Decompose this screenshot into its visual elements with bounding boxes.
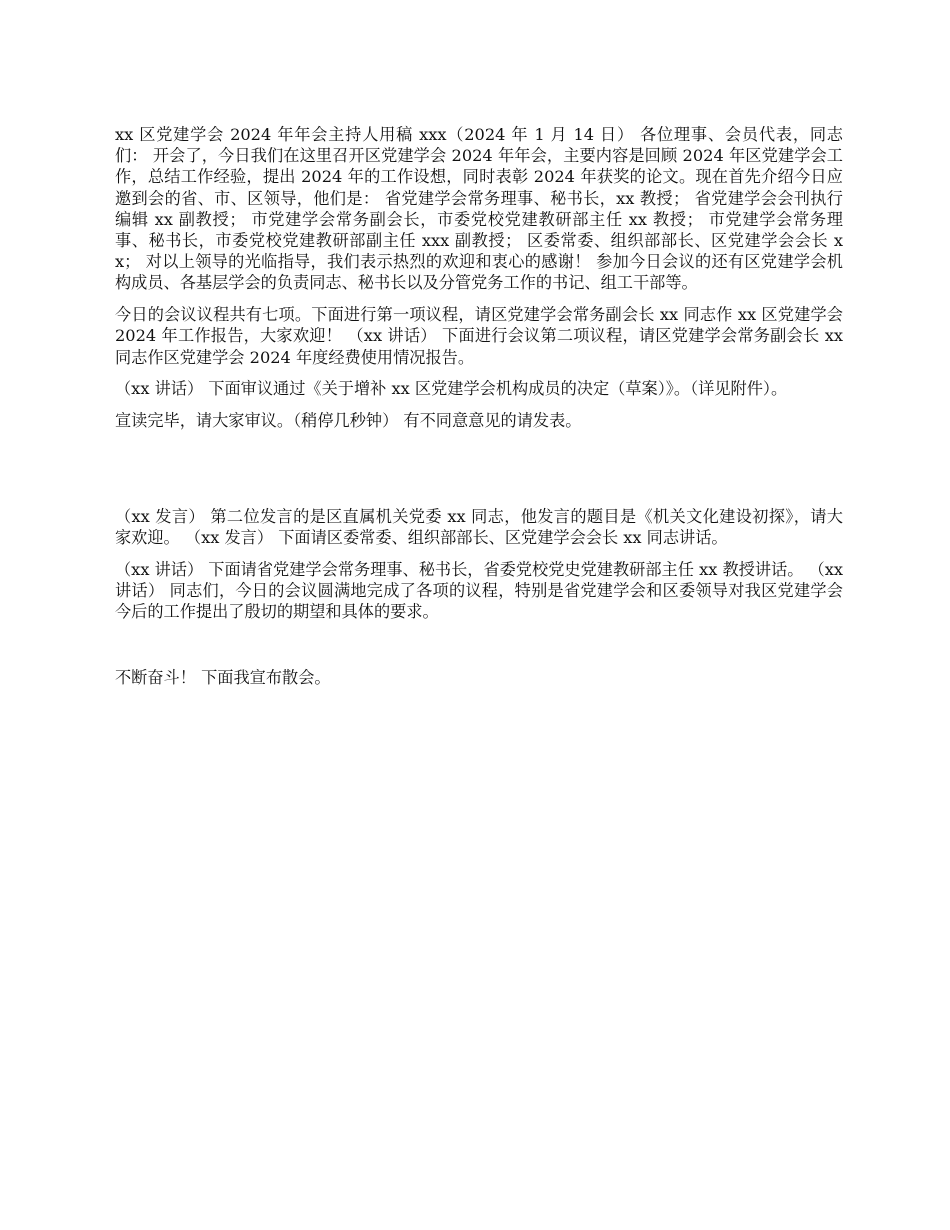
paragraph-opening: xx 区党建学会 2024 年年会主持人用稿 xxx（2024 年 1 月 14 日） 各位理事、会员代表，同志们： 开会了，今日我们在这里召开区党建学会 2024 年年会，主要内容是回顾 2024 年区党建学会工作，总结工作经验，提出 2024 年的工作设想，同时表彰 2024 年获奖的论文。现在首先介绍今日应邀到会的省、市、区领导，他们是： 省党建学会常务理事、秘书长，xx 教授； 省党建学会会刊执行编辑 xx 副教授； 市党建学会常务副会长，市委党校党建教研部主任 xx 教授； 市党建学会常务理事、秘书长，市委党校党建教研部副主任 xxx 副教授； 区委常委、组织部部长、区党建学会会长 xx； 对以上领导的光临指导，我们表示热烈的欢迎和衷心的感谢！ 参加今日会议的还有区党建学会机构成员、各基层学会的负责同志、秘书长以及分管党务工作的书记、组工干部等。 — [115, 125, 843, 293]
document-body — [115, 124, 843, 698]
blank-gap — [115, 442, 843, 506]
paragraph-closing-speech: （xx 讲话） 下面请省党建学会常务理事、秘书长，省委党校党史党建教研部主任 xx 教授讲话。 （xx 讲话） 同志们，今日的会议圆满地完成了各项的议程，特别是省党建学会和区委领导对我区党建学会今后的工作提出了殷切的期望和具体的要求。 — [115, 559, 843, 621]
blank-gap — [115, 633, 843, 667]
paragraph-adjourn: 不断奋斗！ 下面我宣布散会。 — [115, 667, 331, 687]
paragraph-speeches: （xx 发言） 第二位发言的是区直属机关党委 xx 同志，他发言的题目是《机关文化建设初探》，请大家欢迎。 （xx 发言） 下面请区委常委、组织部部长、区党建学会会长 xx 同志讲话。 — [115, 506, 843, 547]
paragraph-agenda: 今日的会议议程共有七项。下面进行第一项议程，请区党建学会常务副会长 xx 同志作 xx 区党建学会 2024 年工作报告，大家欢迎！ （xx 讲话） 下面进行会议第二项议程，请区党建学会常务副会长 xx 同志作区党建学会 2024 年度经费使用情况报告。 — [115, 305, 843, 367]
paragraph-review: （xx 讲话） 下面审议通过《关于增补 xx 区党建学会机构成员的决定（草案）》。（详见附件）。 — [115, 379, 788, 399]
paragraph-reading: 宣读完毕，请大家审议。（稍停几秒钟） 有不同意意见的请发表。 — [115, 410, 582, 430]
